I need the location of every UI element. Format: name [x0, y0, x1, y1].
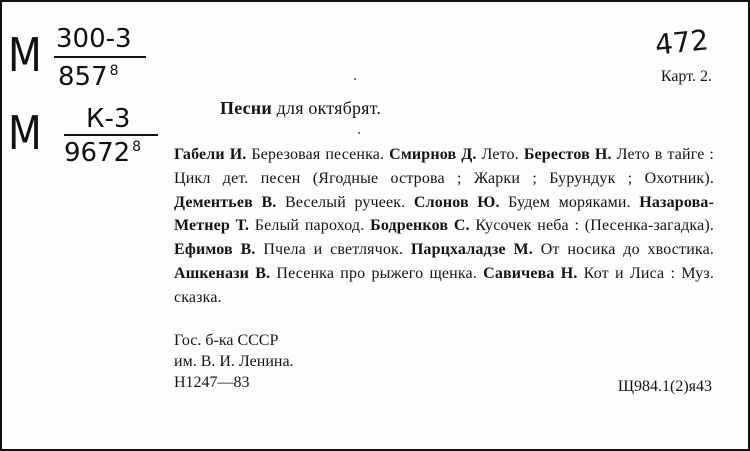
- shelfmark-letter-1: М: [8, 28, 42, 82]
- shelfmark-fraction-line-1: [54, 56, 146, 58]
- entry-title: Кот и Лиса : Муз. сказка.: [174, 264, 714, 306]
- shelfmark-denominator-value-1: 857: [58, 62, 108, 92]
- entry-title: Лето в тайге : Цикл дет. песен (Ягодные острова ; Жарки ; Бурундук ; Охотник).: [174, 146, 715, 187]
- entry-author: Ефимов В.: [174, 241, 256, 259]
- corner-handwritten-note: 472: [652, 23, 710, 62]
- print-speck: [358, 132, 360, 134]
- shelfmark-superscript-2: 8: [132, 139, 142, 155]
- entry-author: Ашкенази В.: [174, 264, 271, 282]
- entry-author: Парцхаладзе М.: [410, 241, 533, 259]
- entry-author: Дементьев В.: [174, 193, 277, 211]
- entry-title: Пчела и светлячок.: [255, 241, 411, 259]
- shelfmark-denominator-1: [58, 64, 119, 90]
- entry-title: Песенка про рыжего щенка.: [270, 264, 484, 282]
- card-title-rest: для октябрят.: [271, 98, 382, 118]
- entry-author: Савичева Н.: [483, 264, 578, 282]
- entry-author: Слонов Ю.: [413, 193, 500, 211]
- print-speck: [354, 78, 356, 80]
- library-line-1: Гос. б-ка СССР: [174, 332, 279, 349]
- shelfmark-letter-2: М: [8, 106, 42, 160]
- shelfmark-denominator-2: [64, 140, 141, 166]
- entry-author: Назарова-Метнер Т.: [174, 193, 714, 235]
- library-line-3: Н1247—83: [174, 374, 250, 391]
- contents-paragraph: [174, 143, 714, 310]
- classification-index: Щ984.1(2)я43: [617, 378, 712, 395]
- library-info: [174, 330, 294, 393]
- card-number: Карт. 2.: [660, 68, 712, 85]
- entry-title: От носика до хвостика.: [532, 241, 714, 259]
- library-line-2: им. В. И. Ленина.: [174, 353, 294, 370]
- entry-author: Смирнов Д.: [389, 146, 477, 163]
- card-title: [220, 98, 381, 119]
- entry-title: Будем моряками.: [499, 193, 640, 211]
- entry-title: Березовая песенка.: [246, 146, 390, 163]
- shelfmark-fraction-line-2: [64, 134, 158, 136]
- entry-title: Белый пароход.: [249, 217, 371, 235]
- shelfmark-numerator-1: 300-3: [56, 24, 132, 54]
- shelfmark-superscript-1: 8: [109, 63, 119, 79]
- entry-title: Лето.: [476, 146, 524, 163]
- entry-author: Габели И.: [174, 146, 247, 163]
- shelfmark-numerator-2: К-3: [86, 104, 131, 134]
- shelfmark-denominator-value-2: 9672: [64, 138, 131, 168]
- card-title-main: Песни: [220, 98, 272, 118]
- entry-author: Бодренков С.: [370, 217, 470, 235]
- entry-author: Берестов Н.: [523, 146, 612, 163]
- entry-title: Веселый ручеек.: [276, 193, 414, 211]
- entry-title: Кусочек неба : (Песенка-загадка).: [469, 217, 714, 235]
